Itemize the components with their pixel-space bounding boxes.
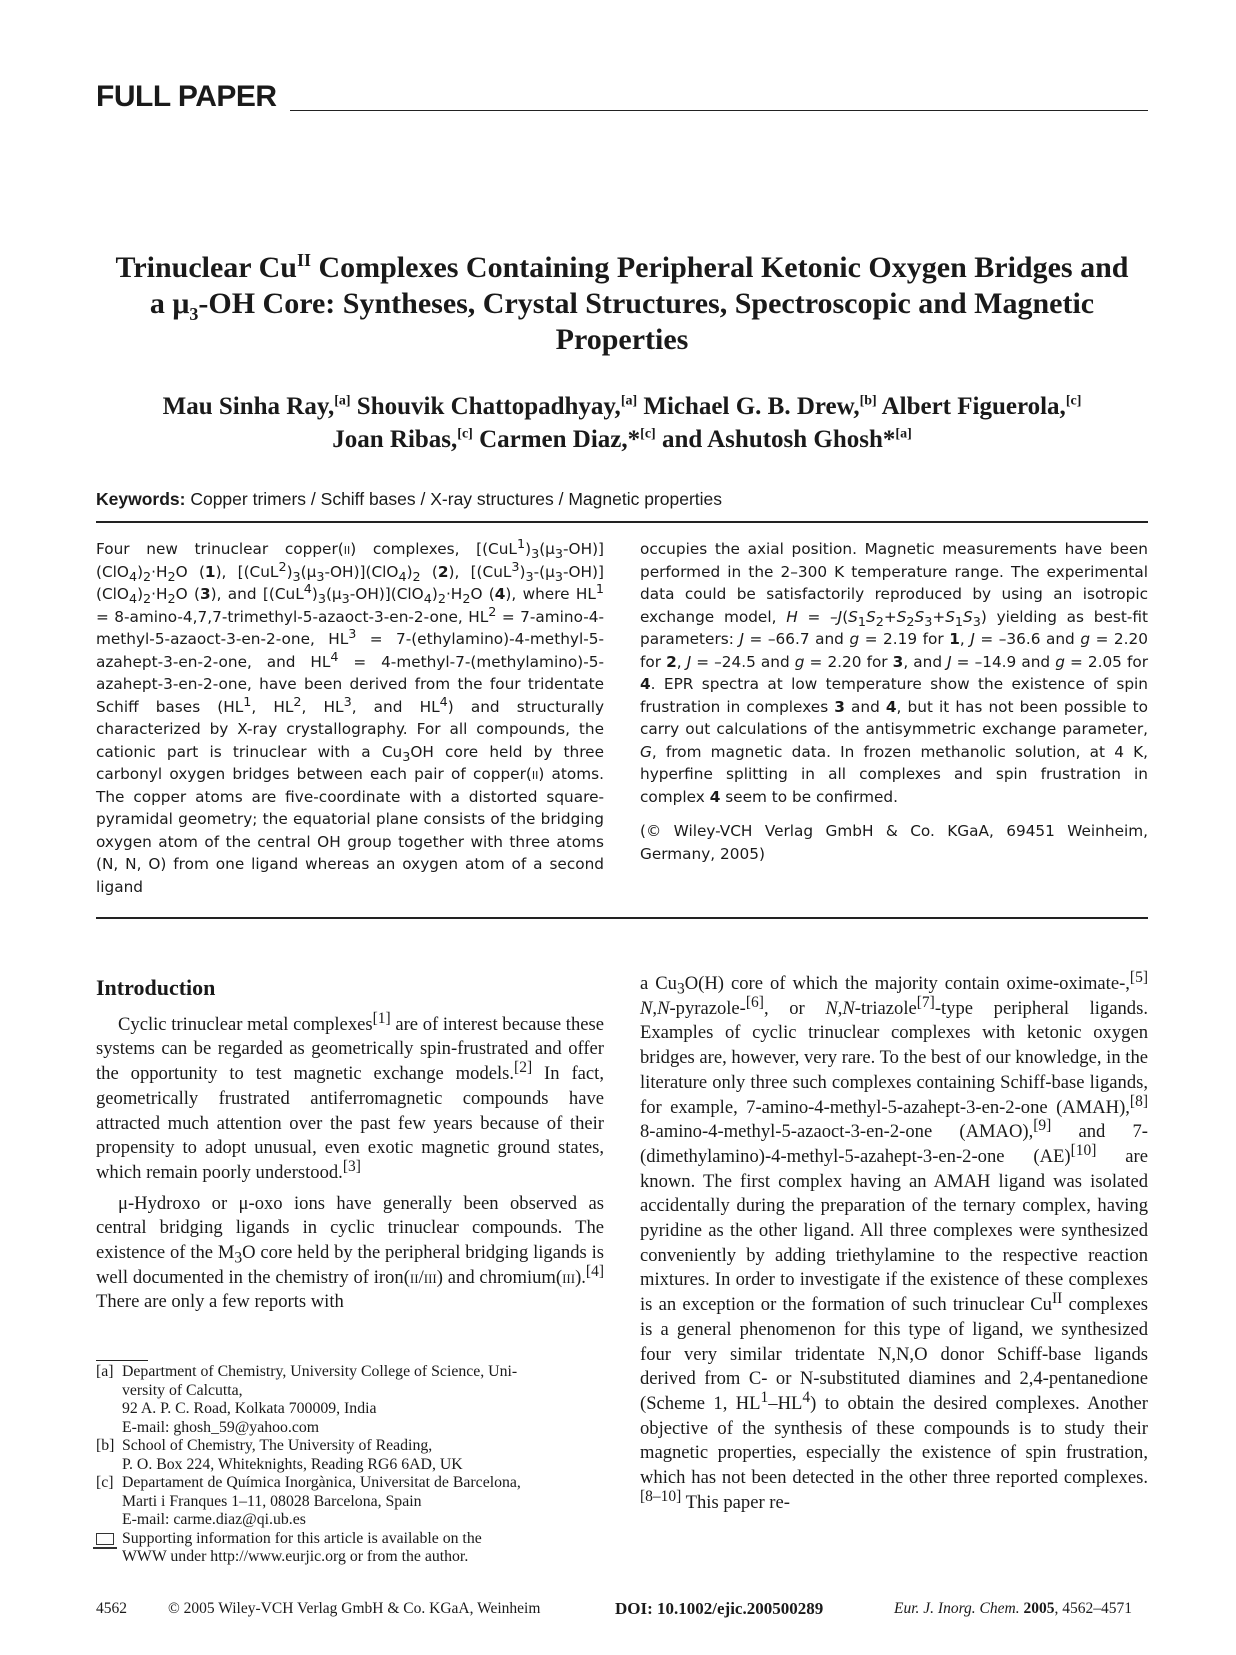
abstract-paragraph: Four new trinuclear copper(ii) complexes, $[(CuL^1)_3(\mu_3-OH)](ClO_4)_2\cdot H_2O$ (1), $[(CuL^2)_3(\mu_3-OH)](ClO_4)_2$ (2), $[(CuL^3)_3-(\mu_3-OH)](ClO_4)_2\cdot H_2O$ (3), and $[(CuL^4)_3(\mu_3-OH)](ClO_4)_2\cdot H_2O$ (4), where $HL^1$ = 8-amino-4,7,7-trimethyl-5-azaoct-3-en-2-one, $HL^2$ = 7-amino-4-methyl-5-azaoct-3-en-2-one, $HL^3$ = 7-(ethylamino)-4-methyl-5-azahept-3-en-2-one, and $HL^4$ = 4-methyl-7-(methylamino)-5-azahept-3-en-2-one, have been derived from the four tridentate Schiff bases ($HL^1$, $HL^2$, $HL^3$, and $HL^4$) and structurally characterized by X-ray crystallography. For all compounds, the cationic part is trinuclear with a $Cu_3OH$ core held by three carbonyl oxygen bridges between each pair of copper(ii) atoms. The copper atoms are five-coordinate with a distorted square-pyramidal geometry; the equatorial plane consists of the bridging oxygen atom of the central OH group together with three atoms (N, N, O) from one ligand whereas an oxygen atom of a second ligand	[96, 536, 605, 896]
section-header-label: FULL PAPER	[96, 80, 277, 113]
section-heading-introduction: Introduction	[96, 975, 216, 1000]
footnote-a: [a] Department of Chemistry, University College of Science, Uni- versity of Calcutta, 92 A. P. C. Road, Kolkata 700009, India E-mail: ghosh_59@yahoo.com	[96, 1363, 518, 1436]
header-rule	[290, 110, 1148, 111]
abstract-right-column	[640, 538, 1148, 865]
keywords-text: Copper trimers / Schiff bases / X-ray structures / Magnetic properties	[185, 489, 723, 509]
body-paragraph: Cyclic trinuclear metal complexes[1] are of interest because these systems can be regarded as geometrically spin-frustrated and offer the opportunity to test magnetic exchange models.[2] In fact, geometrically frustrated antiferromagnetic compounds have attracted much attention over the past few years because of their propensity to adopt unusual, even exotic magnetic ground states, which remain poorly understood.[3]	[96, 1009, 605, 1183]
abstract-paragraph: occupies the axial position. Magnetic measurements have been performed in the 2–300 K temperature range. The experimental data could be satisfactorily reproduced by using an isotropic exchange model, $H = -J(S_1S_2+S_2S_3+S_1S_3)$ yielding as best-fit parameters: J = –66.7 and g = 2.19 for 1, J = –36.6 and g = 2.20 for 2, J = –24.5 and g = 2.20 for 3, and J = –14.9 and g = 2.05 for 4. EPR spectra at low temperature show the existence of spin frustration in complexes 3 and 4, but it has not been possible to carry out calculations of the antisymmetric exchange parameter, G, from magnetic data. In frozen methanolic solution, at 4 K, hyperfine splitting in all complexes and spin frustration in complex 4 seem to be confirmed.	[640, 540, 1149, 806]
keywords	[96, 489, 1148, 510]
body-right-column	[640, 968, 1148, 1515]
computer-icon	[96, 1533, 114, 1545]
footer-doi: DOI: 10.1002/ejic.200500289	[615, 1599, 824, 1618]
body-left-column	[96, 976, 604, 1315]
footer-copyright: © 2005 Wiley-VCH Verlag GmbH & Co. KGaA, Weinheim	[168, 1600, 541, 1617]
page-number: 4562	[96, 1600, 127, 1617]
abstract-bottom-rule	[96, 917, 1148, 919]
affiliation-footnotes	[96, 1363, 604, 1567]
footnote-b: [b] School of Chemistry, The University of Reading, P. O. Box 224, Whiteknights, Reading RG6 6AD, UK	[96, 1437, 463, 1473]
footnote-rule	[96, 1360, 148, 1361]
footer-citation: Eur. J. Inorg. Chem. 2005 , 4562–4571	[894, 1600, 1132, 1617]
abstract-left-column	[96, 538, 604, 898]
body-paragraph: a $Cu_3O(H)$ core of which the majority contain oxime-oximate-,[5] N,N-pyrazole-[6], or N,N-triazole[7]-type peripheral ligands. Examples of cyclic trinuclear complexes with ketonic oxygen bridges are, however, very rare. To the best of our knowledge, in the literature only three such complexes containing Schiff-base ligands, for example, 7-amino-4-methyl-5-azahept-3-en-2-one (AMAH),[8] 8-amino-4-methyl-5-azaoct-3-en-2-one (AMAO),[9] and 7-(dimethylamino)-4-methyl-5-azahept-3-en-2-one (AE)[10] are known. The first complex having an AMAH ligand was isolated accidentally during the preparation of the ternary complex, having pyridine as the other ligand. All three complexes were synthesized conveniently by adding triethylamine to the respective reaction mixtures. In order to investigate if the existence of these complexes is an exception or the formation of such trinuclear $Cu^{II}$ complexes is a general phenomenon for this type of ligand, we synthesized four very similar tridentate N,N,O donor Schiff-base ligands derived from C- or N-substituted diamines and 2,4-pentanedione (Scheme 1, $HL^1-HL^4$) to obtain the desired complexes. Another objective of the synthesis of these compounds is to study their magnetic properties, especially the existence of spin frustration, which has not been detected in the other three reported complexes.[8–10] This paper re-	[640, 968, 1148, 1513]
body-paragraph: μ-Hydroxo or μ-oxo ions have generally been observed as central bridging ligands in cyclic trinuclear compounds. The existence of the $M_3O$ core held by the peripheral bridging ligands is well documented in the chemistry of iron(ii/iii) and chromium(iii).[4] There are only a few reports with	[96, 1192, 605, 1313]
footnote-c: [c] Departament de Química Inorgànica, Universitat de Barcelona, Marti i Franques 1–11, 08028 Barcelona, Spain E-mail: carme.diaz@qi.ub.es	[96, 1474, 521, 1528]
abstract-top-rule	[96, 521, 1148, 523]
footnote-supporting-info: Supporting information for this article is available on the WWW under http://www.eurjic.org or from the author.	[96, 1530, 604, 1567]
author-list: Mau Sinha Ray,[a] Shouvik Chattopadhyay,[a] Michael G. B. Drew,[b] Albert Figuerola,[c] Joan Ribas,[c] Carmen Diaz,*[c] and Ashutosh Ghosh*[a]	[162, 393, 1082, 453]
abstract-copyright: (© Wiley-VCH Verlag GmbH & Co. KGaA, 69451 Weinheim, Germany, 2005)	[640, 822, 1148, 863]
keywords-label: Keywords:	[96, 489, 186, 509]
paper-title: Trinuclear $Cu^{II}$ Complexes Containing Peripheral Ketonic Oxygen Bridges and a $\mu_3-OH$ Core: Syntheses, Crystal Structures, Spectroscopic and Magnetic Properties	[115, 250, 1129, 356]
